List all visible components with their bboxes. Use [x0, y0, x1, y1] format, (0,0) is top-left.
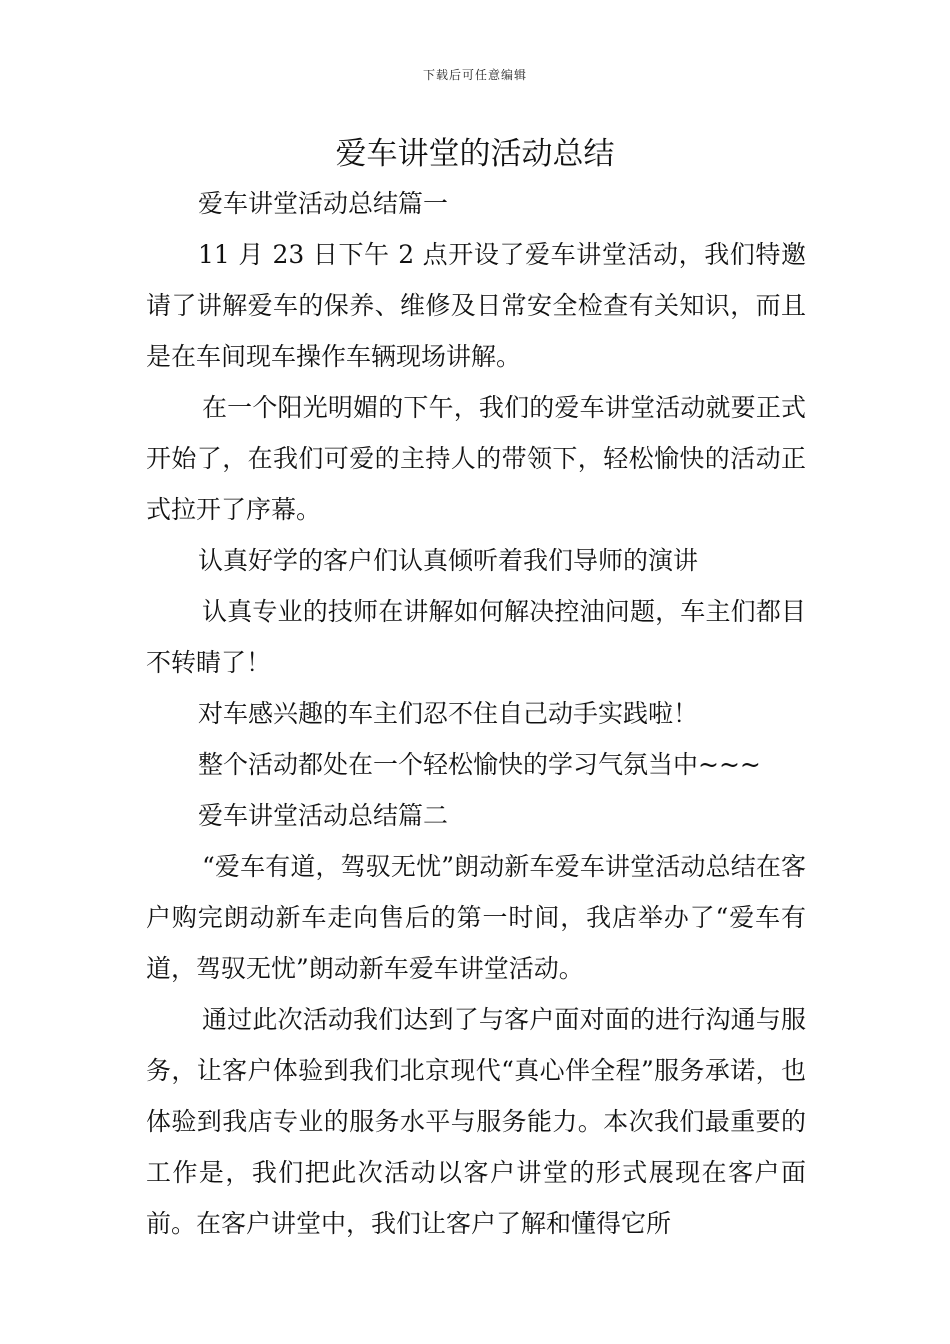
- document-title: 爱车讲堂的活动总结: [335, 136, 615, 172]
- paragraph: 认真专业的技师在讲解如何解决控油问题，车主们都目不转睛了！: [146, 597, 806, 677]
- header-note: 下载后可任意编辑: [422, 68, 527, 82]
- section-heading-1: 爱车讲堂活动总结篇一: [198, 189, 449, 218]
- paragraph: “爱车有道，驾驭无忧”朗动新车爱车讲堂活动总结在客户购完朗动新车走向售后的第一时间，我店举办了“爱车有道，驾驭无忧”朗动新车爱车讲堂活动。: [146, 852, 806, 983]
- paragraph: 对车感兴趣的车主们忍不住自己动手实践啦！: [198, 699, 699, 728]
- paragraph: 在一个阳光明媚的下午，我们的爱车讲堂活动就要正式开始了，在我们可爱的主持人的带领下，轻松愉快的活动正式拉开了序幕。: [146, 393, 806, 524]
- paragraph: 11 月 23 日下午 2 点开设了爱车讲堂活动，我们特邀请了讲解爱车的保养、维修及日常安全检查有关知识，而且是在车间现车操作车辆现场讲解。: [146, 240, 806, 371]
- document-body: [146, 178, 806, 1249]
- paragraph: 通过此次活动我们达到了与客户面对面的进行沟通与服务，让客户体验到我们北京现代“真心伴全程”服务承诺，也体验到我店专业的服务水平与服务能力。本次我们最重要的工作是，我们把此次活动以客户讲堂的形式展现在客户面前。在客户讲堂中，我们让客户了解和懂得它所: [146, 1005, 806, 1238]
- section-heading-2: 爱车讲堂活动总结篇二: [198, 801, 449, 830]
- paragraph: 认真好学的客户们认真倾听着我们导师的演讲: [198, 546, 699, 575]
- paragraph: 整个活动都处在一个轻松愉快的学习气氛当中~~~: [198, 750, 761, 779]
